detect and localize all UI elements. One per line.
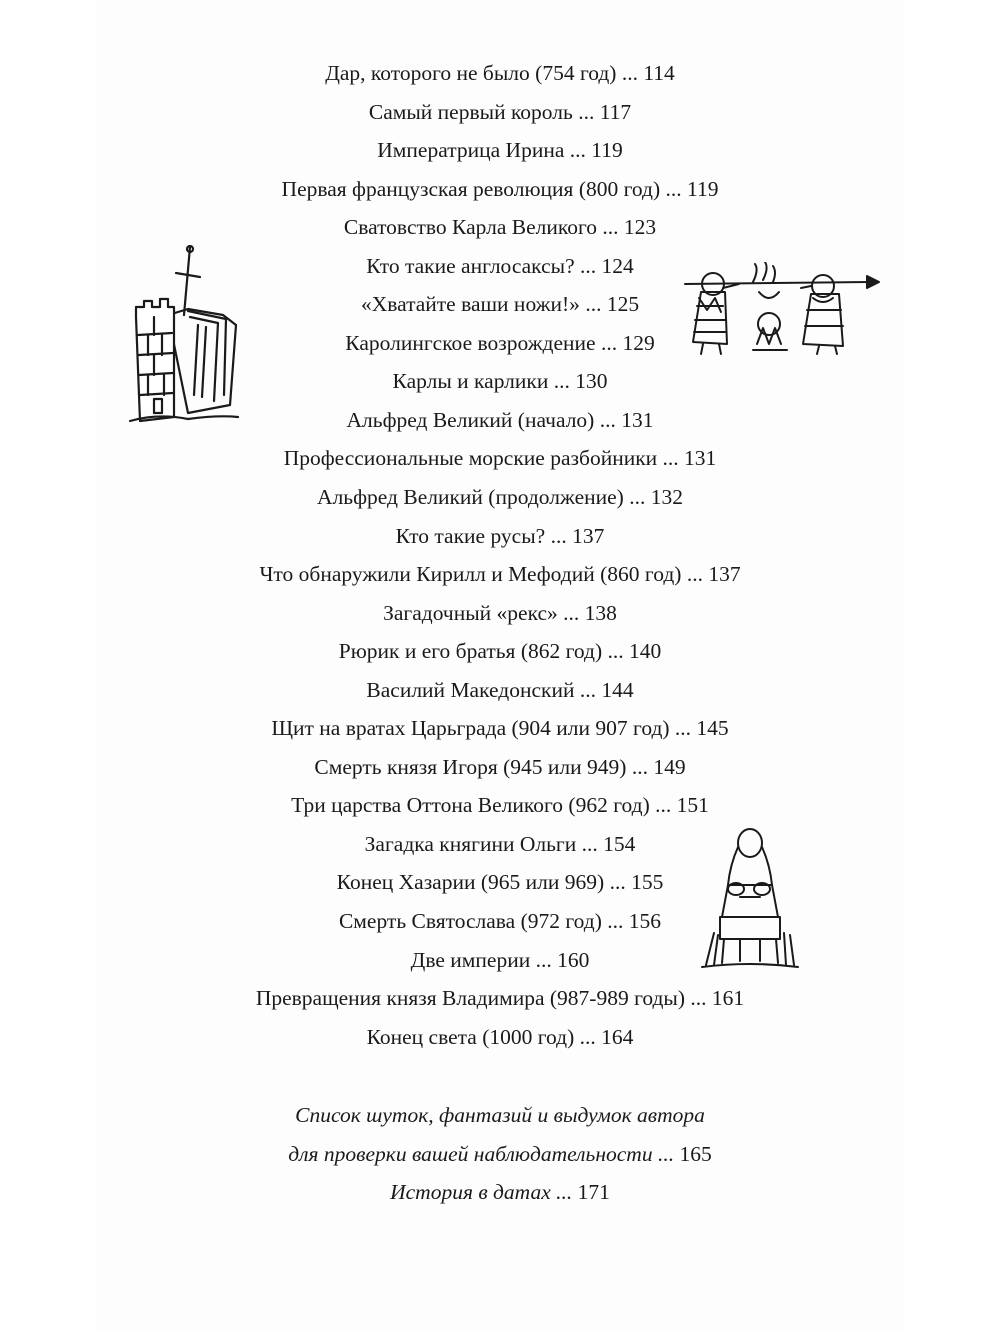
toc-entry	[0, 131, 1000, 170]
toc-title: Щит на вратах Царьграда (904 или 907 год)	[271, 716, 670, 741]
toc-entry	[0, 902, 1000, 941]
toc-entry	[0, 941, 1000, 980]
toc-title: Три царства Оттона Великого (962 год)	[291, 793, 650, 818]
toc-entry	[0, 825, 1000, 864]
toc-separator: ...	[623, 485, 651, 510]
toc-separator: ...	[597, 215, 624, 240]
toc-separator: ...	[594, 407, 622, 432]
toc-page-number: 160	[557, 947, 590, 972]
toc-page-number: 154	[603, 831, 636, 856]
toc-entry	[0, 979, 1000, 1018]
toc-entry	[0, 786, 1000, 825]
toc-entry	[0, 517, 1000, 556]
toc-separator: ...	[601, 909, 629, 934]
toc-separator: ...	[579, 292, 607, 317]
toc-separator: ...	[530, 947, 558, 972]
toc-title: Дар, которого не было (754 год)	[325, 61, 617, 85]
toc-entry	[0, 632, 1000, 671]
toc-separator: ...	[574, 1024, 602, 1049]
table-of-contents	[0, 54, 1000, 1056]
toc-title: Загадка княгини Ольги	[364, 831, 577, 856]
toc-separator: ...	[616, 61, 644, 85]
toc-page-number: 144	[601, 677, 634, 702]
toc-title: Профессиональные морские разбойники	[283, 446, 658, 471]
toc-page-number: 129	[622, 330, 655, 355]
toc-separator: ...	[602, 639, 629, 664]
toc-separator: ...	[595, 330, 623, 355]
toc-page-number: 132	[650, 485, 683, 510]
toc-separator: ...	[626, 754, 654, 779]
toc-entry	[0, 555, 1000, 594]
toc-title: Василий Македонский	[366, 677, 575, 702]
toc-entry-jokes-line1: Список шуток, фантазий и выдумок автора	[295, 1103, 705, 1127]
toc-separator: ...	[669, 716, 697, 741]
toc-page-number: 151	[676, 793, 709, 818]
toc-page-number: 117	[599, 99, 632, 124]
toc-separator: ...	[557, 600, 585, 625]
toc-entry	[0, 671, 1000, 710]
toc-entry	[0, 170, 1000, 209]
toc-title: Самый первый король	[368, 99, 573, 124]
toc-page-number: 156	[628, 909, 662, 934]
toc-entry-jokes-line2: для проверки вашей наблюдательности ... 165	[288, 1141, 712, 1166]
toc-title: Первая французская революция (800 год)	[281, 176, 661, 201]
toc-entry-history: История в датах ... 171	[390, 1180, 610, 1204]
toc-entry	[0, 709, 1000, 748]
toc-separator: ...	[564, 138, 592, 163]
toc-title: Превращения князя Владимира (987-989 годы)	[255, 986, 686, 1011]
toc-title: Альфред Великий (продолжение)	[317, 485, 624, 510]
toc-title: Карлы и карлики	[392, 369, 549, 394]
toc-page-number: 123	[623, 215, 657, 240]
toc-entry	[0, 748, 1000, 787]
toc-page-number: 161	[711, 986, 745, 1011]
appendix-entries	[0, 1096, 1000, 1212]
toc-separator: ...	[657, 446, 685, 471]
toc-page-number: 138	[584, 600, 617, 625]
toc-entry	[0, 54, 1000, 93]
toc-title: Смерть князя Игоря (945 или 949)	[314, 754, 627, 779]
toc-separator: ...	[681, 562, 709, 587]
toc-page-number: 130	[575, 369, 608, 394]
toc-page-number: 155	[631, 870, 664, 895]
toc-page-number: 140	[629, 639, 662, 664]
warriors-roasting-fire-icon	[683, 262, 883, 357]
toc-title: Загадочный «рекс»	[383, 600, 558, 625]
toc-separator: ...	[576, 831, 604, 856]
toc-separator: ...	[574, 253, 602, 278]
toc-page-number: 137	[708, 562, 741, 587]
toc-entry	[0, 1018, 1000, 1057]
toc-entry	[0, 93, 1000, 132]
toc-title: Две империи	[410, 947, 531, 972]
toc-title: «Хватайте ваши ножи!»	[360, 292, 580, 317]
toc-page-number: 145	[696, 716, 729, 741]
toc-separator: ...	[660, 176, 687, 201]
toc-title: Конец Хазарии (965 или 969)	[336, 870, 605, 895]
toc-page-number: 119	[687, 176, 719, 201]
toc-separator: ...	[574, 677, 602, 702]
toc-page-number: 119	[591, 138, 623, 163]
toc-title: Конец света (1000 год)	[366, 1024, 575, 1049]
toc-title: Альфред Великий (начало)	[346, 407, 595, 432]
toc-title: Что обнаружили Кирилл и Мефодий (860 год)	[259, 562, 682, 587]
toc-page-number: 131	[621, 407, 654, 432]
castle-with-sword-icon	[128, 245, 243, 425]
seated-woman-icon	[700, 825, 800, 975]
toc-page-number: 137	[572, 523, 605, 548]
toc-page-number: 171	[577, 1180, 610, 1204]
toc-title: Смерть Святослава (972 год)	[338, 909, 602, 934]
toc-page-number: 124	[601, 253, 634, 278]
toc-separator: ...	[685, 986, 712, 1011]
toc-separator: ...	[604, 870, 632, 895]
toc-separator: ...	[548, 369, 576, 394]
toc-separator: ...	[545, 523, 573, 548]
toc-page-number: 131	[684, 446, 717, 471]
toc-separator: ...	[649, 793, 677, 818]
toc-entry	[0, 863, 1000, 902]
toc-title: Каролингское возрождение	[345, 330, 596, 355]
toc-title: Императрица Ирина	[377, 138, 565, 163]
toc-page-number: 164	[601, 1024, 634, 1049]
toc-title: Кто такие англосаксы?	[366, 253, 575, 278]
toc-entry	[0, 439, 1000, 478]
toc-page-number: 114	[643, 61, 675, 85]
toc-title: Рюрик и его братья (862 год)	[338, 639, 603, 664]
toc-title: Кто такие русы?	[395, 523, 546, 548]
toc-entry	[0, 478, 1000, 517]
toc-title: Сватовство Карла Великого	[343, 215, 597, 240]
toc-page-number: 125	[606, 292, 640, 317]
toc-separator: ...	[572, 99, 600, 124]
toc-page-number: 165	[679, 1141, 712, 1166]
toc-entry	[0, 208, 1000, 247]
toc-entry	[0, 594, 1000, 633]
toc-page-number: 149	[653, 754, 686, 779]
